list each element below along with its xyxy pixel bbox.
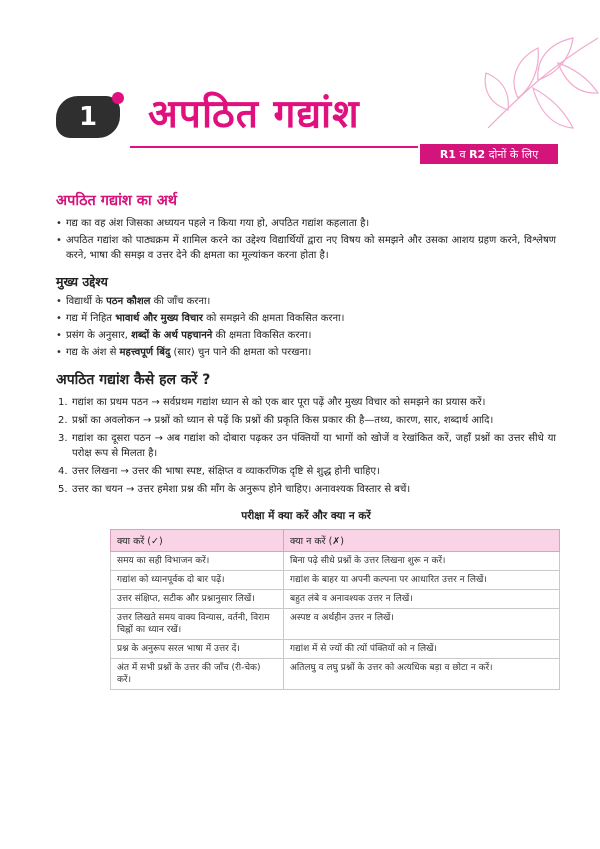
list-item: • विद्यार्थी के पठन कौशल की जाँच करना।: [56, 294, 556, 309]
steps-list: [56, 395, 556, 497]
list-item: • गद्य के अंश से महत्त्वपूर्ण बिंदु (सार) चुन पाने की क्षमता को परखना।: [56, 345, 556, 360]
badge-r1: R1: [439, 147, 456, 161]
title-underline: [130, 146, 418, 148]
header-do: क्या करें (✓): [111, 530, 284, 552]
chapter-dot: [112, 92, 124, 104]
table-row: समय का सही विभाजन करें। बिना पढ़े सीधे प्रश्नों के उत्तर लिखना शुरू न करें।: [111, 552, 560, 571]
table-row: गद्यांश को ध्यानपूर्वक दो बार पढ़ें। गद्यांश के बाहर या अपनी कल्पना पर आधारित उत्तर न लिखें।: [111, 571, 560, 590]
header-dont: क्या न करें (✗): [284, 530, 560, 552]
section-heading-meaning: अपठित गद्यांश का अर्थ: [56, 193, 178, 209]
list-item: • अपठित गद्यांश को पाठ्यक्रम में शामिल करने का उद्देश्य विद्यार्थियों द्वारा नए विषय को समझने और उसका आशय ग्रहण करने, विश्लेषण करने, भाषा की समझ व उत्तर देने की क्षमता का मूल्यांकन करना होता है।: [56, 233, 556, 263]
objectives-list: [56, 294, 556, 360]
dos-donts-table: [110, 529, 560, 690]
step-item: 2. प्रश्नों का अवलोकन → प्रश्नों को ध्यान से पढ़ें कि प्रश्नों की प्रकृति किस प्रकार की है—तथ्य, कारण, सार, शब्दार्थ आदि।: [58, 415, 494, 426]
chapter-title: अपठित गद्यांश: [148, 92, 360, 137]
badge-mid: व: [459, 147, 466, 161]
table-row: अंत में सभी प्रश्नों के उत्तर की जाँच (री-चेक) करें। अतिलघु व लघु प्रश्नों के उत्तर को अत्यधिक बड़ा व छोटा न करें।: [111, 659, 560, 690]
leaf-decoration: [478, 28, 600, 133]
step-item: 1. गद्यांश का प्रथम पठन → सर्वप्रथम गद्यांश ध्यान से को एक बार पूरा पढ़ें और मुख्य विचार को समझने का प्रयास करें।: [58, 397, 486, 408]
section-heading-objectives: मुख्य उद्देश्य: [56, 274, 108, 289]
step-item: 3. गद्यांश का दूसरा पठन → अब गद्यांश को दोबारा पढ़कर उन पंक्तियों या भागों को खोजें व रेखांकित करें, जहाँ प्रश्नों का उत्तर सीधे या परोक्ष रूप से मिलता है।: [58, 433, 556, 459]
step-item: 5. उत्तर का चयन → उत्तर हमेशा प्रश्न की माँग के अनुरूप होने चाहिए। अनावश्यक विस्तार से बचें।: [58, 484, 411, 495]
table-row: उत्तर संक्षिप्त, सटीक और प्रश्नानुसार लिखें। बहुत लंबे व अनावश्यक उत्तर न लिखें।: [111, 590, 560, 609]
list-item: • गद्य में निहित भावार्थ और मुख्य विचार को समझने की क्षमता विकसित करना।: [56, 311, 556, 326]
page-content: [56, 190, 556, 690]
chapter-number-badge: [56, 96, 120, 138]
section-heading-howto: अपठित गद्यांश कैसे हल करें ?: [56, 372, 211, 388]
list-item: • गद्य का वह अंश जिसका अध्ययन पहले न किया गया हो, अपठित गद्यांश कहलाता है।: [56, 216, 556, 231]
step-item: 4. उत्तर लिखना → उत्तर की भाषा स्पष्ट, संक्षिप्त व व्याकरणिक दृष्टि से शुद्ध होनी चाहिए।: [58, 466, 380, 477]
table-row: प्रश्न के अनुरूप सरल भाषा में उत्तर दें। गद्यांश में से ज्यों की त्यों पंक्तियों को न लिखें।: [111, 640, 560, 659]
badge-rest: दोनों के लिए: [488, 147, 539, 161]
badge-r2: R2: [469, 147, 486, 161]
list-item: • प्रसंग के अनुसार, शब्दों के अर्थ पहचानने की क्षमता विकसित करना।: [56, 328, 556, 343]
table-header-row: [111, 530, 560, 552]
level-badge: [420, 144, 558, 164]
meaning-list: [56, 216, 556, 263]
table-title: परीक्षा में क्या करें और क्या न करें: [241, 510, 371, 522]
chapter-number: 1: [78, 102, 98, 132]
table-row: उत्तर लिखते समय वाक्य विन्यास, वर्तनी, विराम चिह्नों का ध्यान रखें। अस्पष्ट व अर्थहीन उत्तर न लिखें।: [111, 609, 560, 640]
